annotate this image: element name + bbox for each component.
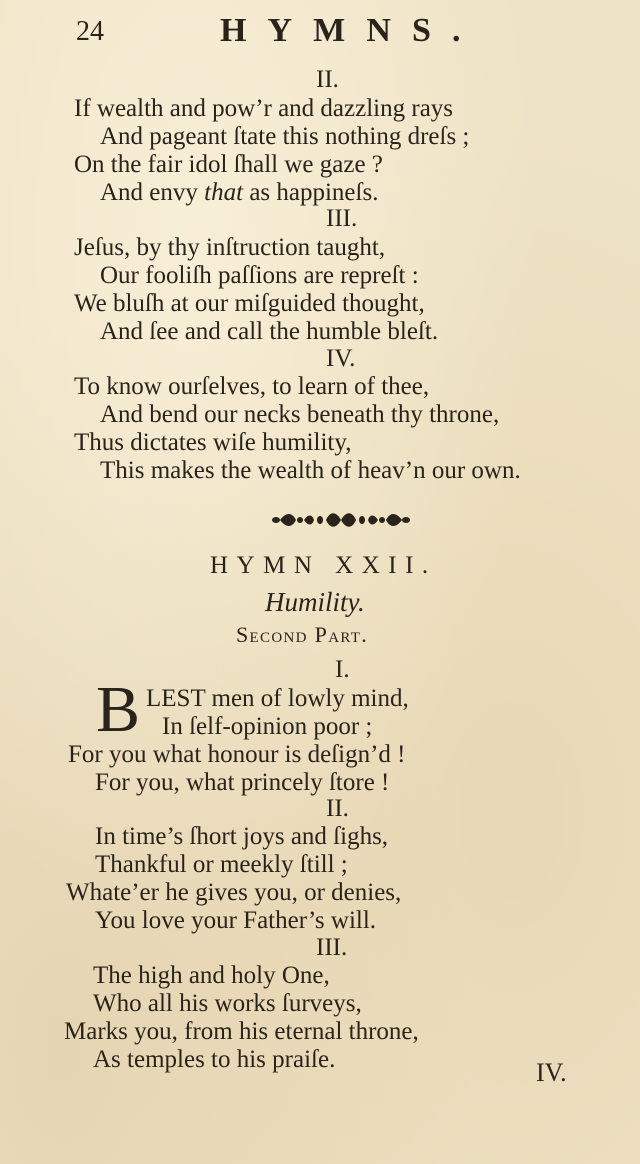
verse-line: As temples to his praiſe. [93,1046,336,1073]
stanza-number: II. [316,66,339,93]
verse-line: Jeſus, by thy inſtruction taught, [74,234,386,261]
verse-line: In time’s ſhort joys and ſighs, [95,823,389,850]
verse-line: Our fooliſh paſſions are repreſt : [100,262,419,289]
verse-line: LEST men of lowly mind, [146,685,409,712]
hymn-part: Second Part. [236,622,369,647]
hymn-title: HYMN XXII. [210,552,437,579]
verse-line: Thankful or meekly ſtill ; [95,851,348,878]
verse-line: This makes the wealth of heav’n our own. [100,457,521,484]
catchword: IV. [536,1058,567,1087]
page-header [0,10,640,54]
stanza-number: III. [316,934,348,961]
verse-line: We bluſh at our miſguided thought, [74,290,425,317]
stanza-number: I. [335,656,350,683]
verse-line: For you, what princely ſtore ! [95,769,390,796]
verse-line: Whate’er he gives you, or denies, [66,879,402,906]
verse-line: If wealth and pow’r and dazzling rays [74,95,454,122]
verse-line: For you what honour is deſign’d ! [68,741,406,768]
verse-text: as happineſs. [243,179,379,206]
printers-ornament-icon [270,508,412,532]
verse-line: On the fair idol ſhall we gaze ? [74,151,383,178]
verse-line: Marks you, from his eternal throne, [64,1018,419,1045]
stanza-number: IV. [326,345,356,372]
verse-line: In ſelf-opinion poor ; [162,713,373,740]
verse-line: To know ourſelves, to learn of thee, [74,373,430,400]
verse-line: Thus dictates wiſe humility, [74,429,352,456]
verse-text: And envy [100,179,205,206]
verse-line: Who all his works ſurveys, [93,990,362,1017]
italic-word: that [204,179,244,206]
verse-line-with-italic [100,179,378,207]
hymn-subject: Humility. [265,587,365,617]
verse-line: And bend our necks beneath thy throne, [100,401,500,428]
verse-line: You love your Father’s will. [95,907,377,934]
verse-line: The high and holy One, [93,962,330,989]
drop-cap: B [96,673,141,746]
running-head: HYMNS. [220,12,482,49]
stanza-number: II. [326,795,349,822]
page-number: 24 [76,16,104,47]
stanza-number: III. [326,205,358,232]
verse-line: And pageant ſtate this nothing dreſs ; [100,123,470,150]
verse-line: And ſee and call the humble bleſt. [100,318,439,345]
